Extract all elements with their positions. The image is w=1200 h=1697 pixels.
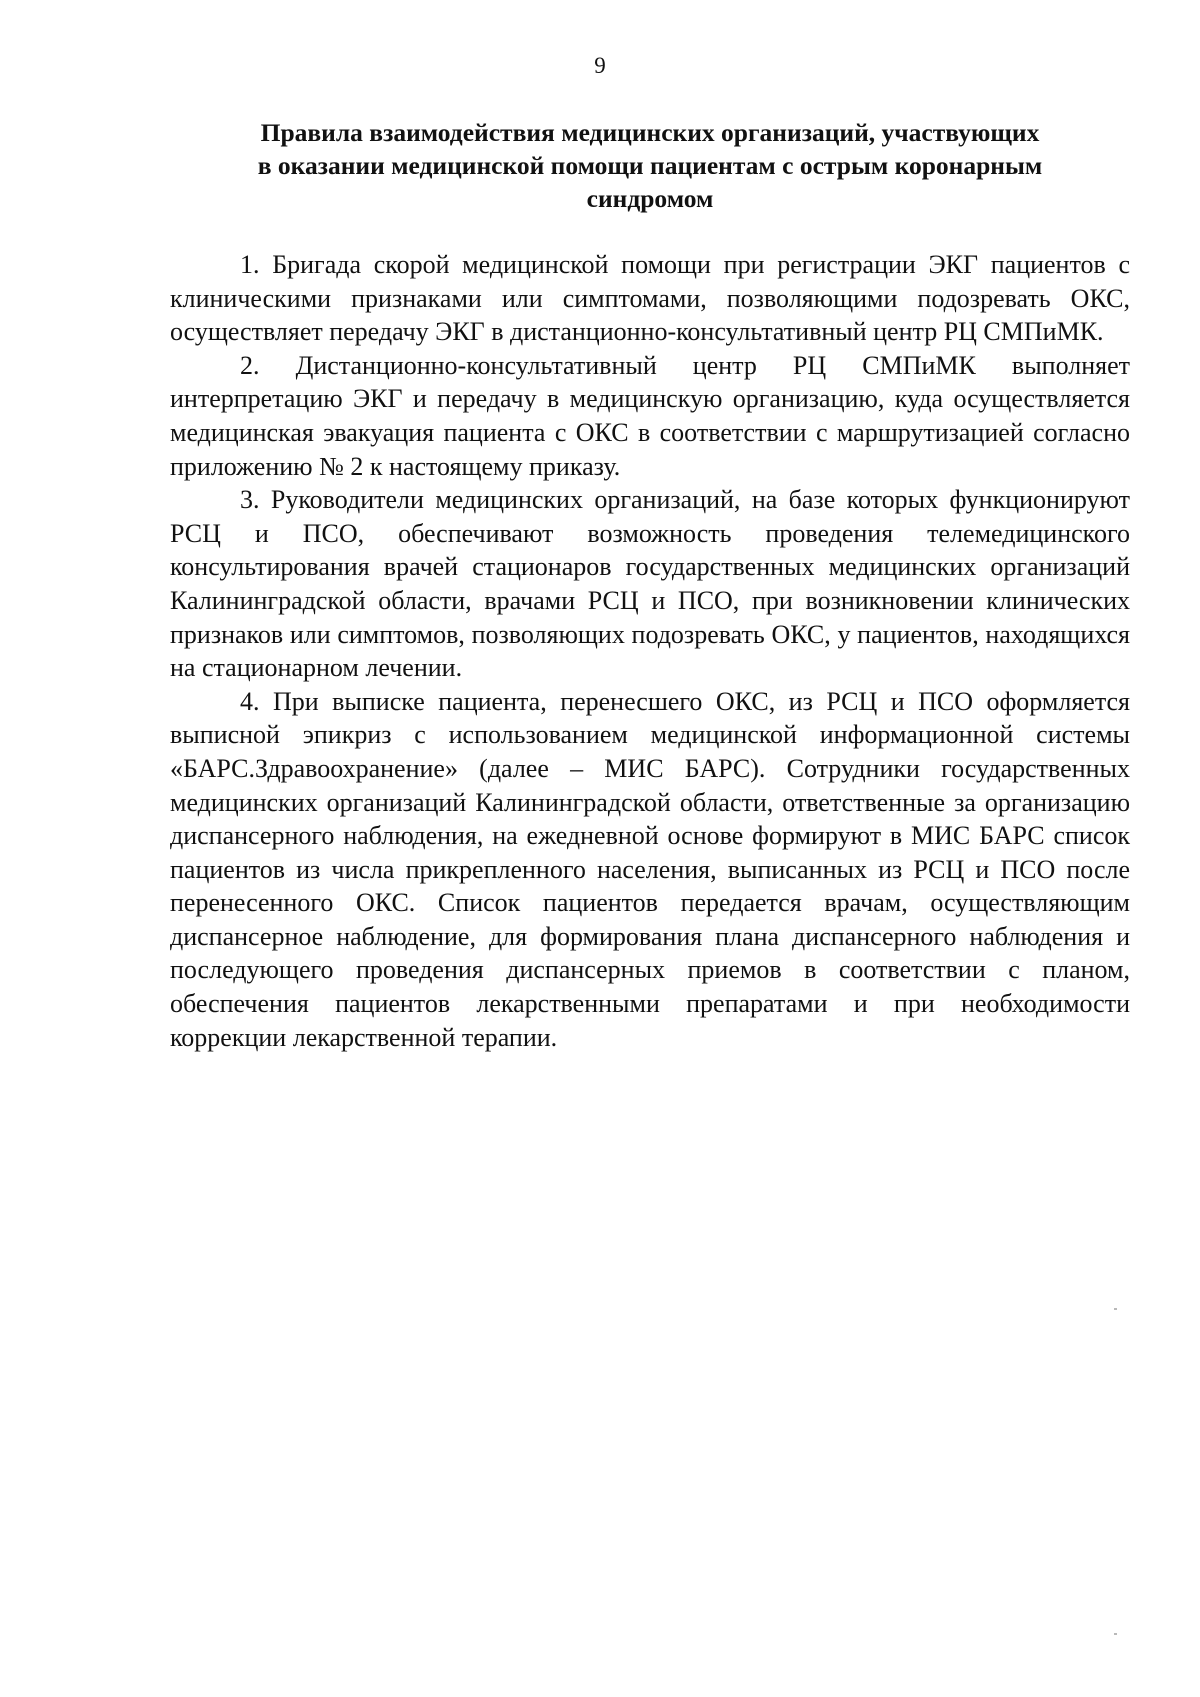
paragraph-3 bbox=[170, 483, 1130, 685]
scan-speck bbox=[1114, 1633, 1117, 1635]
paragraph-number: 4. bbox=[240, 686, 260, 716]
paragraph-text: Дистанционно-консультативный центр РЦ СМПиМК выполняет интерпретацию ЭКГ и передачу в медицинскую организацию, куда осуществляется медицинская эвакуация пациента с ОКС в соответствии с маршрутизацией согласно приложению № 2 к настоящему приказу. bbox=[170, 350, 1130, 481]
paragraph-number: 2. bbox=[240, 350, 260, 380]
page-number: 9 bbox=[594, 53, 606, 78]
title-line-3: синдромом bbox=[586, 184, 714, 213]
paragraph-2 bbox=[170, 349, 1130, 483]
paragraph-number: 1. bbox=[240, 250, 260, 279]
document-title bbox=[170, 116, 1130, 215]
paragraph-text: Руководители медицинских организаций, на базе которых функционируют РСЦ и ПСО, обеспечивают возможность проведения телемедицинского консультирования врачей стационаров государственных медицинских организаций Калининградской области, врачами РСЦ и ПСО, при возникновении клинических признаков или симптомов, позволяющих подозревать ОКС, у пациентов, находящихся на стационарном лечении. bbox=[170, 485, 1130, 683]
scan-speck bbox=[1114, 1308, 1117, 1310]
paragraph-1 bbox=[170, 248, 1130, 349]
title-line-1: Правила взаимодействия медицинских организаций, участвующих bbox=[260, 118, 1040, 147]
paragraph-4 bbox=[170, 685, 1130, 1055]
paragraph-number: 3. bbox=[240, 485, 260, 515]
paragraph-text: Бригада скорой медицинской помощи при регистрации ЭКГ пациентов с клиническими признаками или симптомами, позволяющими подозревать ОКС, осуществляет передачу ЭКГ в дистанционно-консультативный центр РЦ СМПиМК. bbox=[170, 250, 1131, 347]
title-line-2: в оказании медицинской помощи пациентам с острым коронарным bbox=[257, 151, 1043, 180]
document-body bbox=[170, 248, 1130, 1054]
paragraph-text: При выписке пациента, перенесшего ОКС, из РСЦ и ПСО оформляется выписной эпикриз с использованием медицинской информационной системы «БАРС.Здравоохранение» (далее – МИС БАРС). Сотрудники государственных медицинских организаций Калининградской области, ответственные за организацию диспансерного наблюдения, на ежедневной основе формируют в МИС БАРС список пациентов из числа прикрепленного населения, выписанных из РСЦ и ПСО после перенесенного ОКС. Список пациентов передается врачам, осуществляющим диспансерное наблюдение, для формирования плана диспансерного наблюдения и последующего проведения диспансерных приемов в соответствии с планом, обеспечения пациентов лекарственными препаратами и при необходимости коррекции лекарственной терапии. bbox=[170, 686, 1131, 1052]
